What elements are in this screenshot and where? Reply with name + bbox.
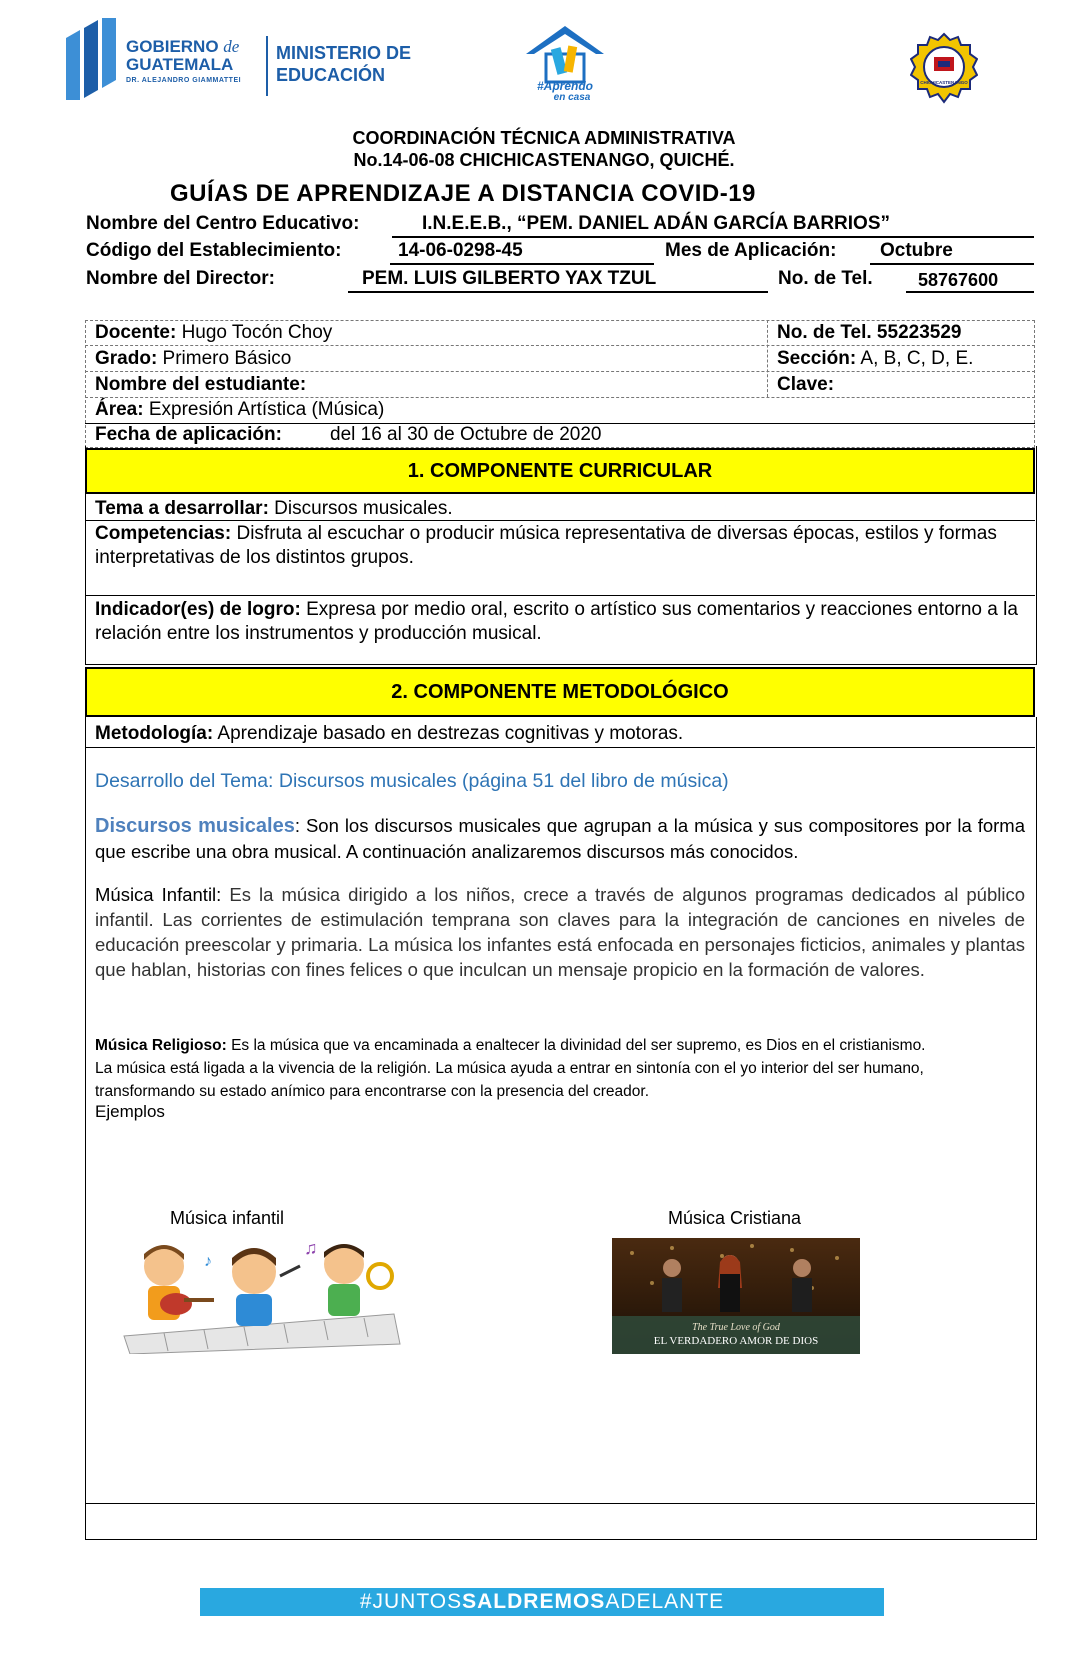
director-tel-value: 58767600 bbox=[918, 270, 999, 290]
seccion-cell: Sección: A, B, C, D, E. bbox=[777, 348, 974, 369]
metodologia-row: Metodología: Aprendizaje basado en destrezas cognitivas y motoras. bbox=[95, 723, 684, 744]
gobierno-logo-text: GOBIERNO de GUATEMALA bbox=[126, 37, 240, 74]
docente-cell: Docente: Hugo Tocón Choy bbox=[95, 322, 333, 343]
coordinacion-title: COORDINACIÓN TÉCNICA ADMINISTRATIVA bbox=[352, 128, 736, 148]
clave-cell: Clave: bbox=[777, 374, 835, 395]
director-underline bbox=[348, 291, 768, 293]
row-line bbox=[85, 595, 1035, 596]
poster-english-title: The True Love of God bbox=[692, 1322, 780, 1333]
competencias-row: Competencias: Disfruta al escuchar o producir música representativa de diversas épocas, estilos y formas interpretativas de los distintos grupos. bbox=[95, 523, 997, 568]
coordinacion-subtitle: No.14-06-08 CHICHICASTENANGO, QUICHÉ. bbox=[353, 150, 735, 170]
aprendo-logo-line1: #Aprendo bbox=[536, 79, 594, 93]
desarrollo-title: Desarrollo del Tema: Discursos musicales (página 51 del libro de música) bbox=[95, 770, 729, 792]
indicador-row: Indicador(es) de logro: Expresa por medio oral, escrito o artístico sus comentarios y reacciones entorno a la relación entre los instrumentos y producción musical. bbox=[95, 599, 1018, 644]
row-line bbox=[85, 747, 1035, 748]
christian-music-poster bbox=[612, 1238, 860, 1354]
fecha-value: del 16 al 30 de Octubre de 2020 bbox=[330, 424, 602, 445]
row-line bbox=[85, 1503, 1035, 1504]
cristiana-caption: Música Cristiana bbox=[668, 1208, 802, 1228]
school-seal-icon bbox=[910, 32, 978, 106]
codigo-underline bbox=[390, 263, 654, 265]
director-tel-underline bbox=[906, 291, 1034, 293]
music-note-icon: ♪ bbox=[204, 1253, 212, 1270]
info-row-line bbox=[85, 345, 1035, 346]
info-table-divider bbox=[767, 320, 768, 397]
director-value: PEM. LUIS GILBERTO YAX TZUL bbox=[362, 268, 657, 289]
estudiante-cell: Nombre del estudiante: bbox=[95, 374, 307, 395]
child-tambourine bbox=[324, 1244, 392, 1316]
section1-header: 1. COMPONENTE CURRICULAR bbox=[85, 448, 1035, 494]
ministerio-logo-text: MINISTERIO DE EDUCACIÓN bbox=[276, 43, 412, 85]
grado-cell: Grado: Primero Básico bbox=[95, 348, 292, 369]
aprendo-en-casa-logo-icon bbox=[520, 24, 610, 100]
logo-divider bbox=[266, 36, 268, 96]
mes-label: Mes de Aplicación: bbox=[665, 240, 837, 261]
area-cell: Área: Expresión Artística (Música) bbox=[95, 399, 385, 420]
centro-underline bbox=[392, 236, 1034, 238]
mes-underline bbox=[870, 263, 1034, 265]
info-row-line bbox=[85, 371, 1035, 372]
mes-value: Octubre bbox=[880, 240, 953, 261]
infantil-paragraph: Música Infantil: Es la música dirigido a los niños, crece a través de algunos programas dedicados al público infantil. Las corrientes de estimulación temprana son claves para la integración de canciones en niveles de educación preescolar y primaria. La música los infantes está enfocada en personajes ficticios, animales y plantas que hablan, historias con fines felices o que inculcan un mensaje propicio en la formación de valores. bbox=[95, 884, 1025, 980]
religioso-paragraph: Música Religioso: Es la música que va encaminada a enaltecer la divinidad del ser supremo, es Dios en el cristianismo. La música está ligada a la vivencia de la religión. La música ayuda a entrar en sintonía con el yo interior del ser humano, transformando su estado anímico para encontrarse con la presencia del creador. bbox=[95, 1037, 926, 1100]
child-singing bbox=[232, 1248, 300, 1326]
music-note-icon: ♫ bbox=[304, 1238, 318, 1258]
codigo-label: Código del Establecimiento: bbox=[86, 240, 342, 261]
infantil-caption: Música infantil bbox=[170, 1208, 285, 1228]
row-line bbox=[85, 520, 1035, 521]
children-music-illustration bbox=[104, 1236, 406, 1354]
director-tel-label: No. de Tel. bbox=[778, 268, 873, 289]
section2-header: 2. COMPONENTE METODOLÓGICO bbox=[85, 667, 1035, 717]
fecha-cell: Fecha de aplicación: bbox=[95, 424, 282, 445]
aprendo-logo-line2: en casa bbox=[553, 92, 591, 100]
codigo-value: 14-06-0298-45 bbox=[398, 240, 523, 261]
centro-value: I.N.E.E.B., “PEM. DANIEL ADÁN GARCÍA BARRIOS” bbox=[422, 213, 890, 234]
poster-spanish-title: EL VERDADERO AMOR DE DIOS bbox=[653, 1335, 819, 1347]
guias-title: GUÍAS DE APRENDIZAJE A DISTANCIA COVID-19 bbox=[170, 180, 756, 207]
gobierno-logo-subtitle: DR. ALEJANDRO GIAMMATTEI bbox=[126, 77, 242, 84]
seal-text: CHICHICASTENANGO bbox=[920, 80, 968, 85]
docente-tel-cell: No. de Tel. 55223529 bbox=[777, 322, 962, 343]
director-label: Nombre del Director: bbox=[86, 268, 275, 289]
guatemala-flag-logo-icon bbox=[66, 18, 118, 100]
discursos-paragraph: Discursos musicales: Son los discursos musicales que agrupan a la música y sus compositores por la forma que escribe una obra musical. A continuación analizaremos discursos más conocidos. bbox=[95, 815, 1025, 862]
tema-row: Tema a desarrollar: Discursos musicales. bbox=[95, 498, 453, 519]
juntos-saldremos-adelante-banner: #JUNTOSSALDREMOSADELANTE bbox=[200, 1588, 884, 1616]
ejemplos-label: Ejemplos bbox=[95, 1102, 165, 1121]
centro-label: Nombre del Centro Educativo: bbox=[86, 213, 360, 234]
